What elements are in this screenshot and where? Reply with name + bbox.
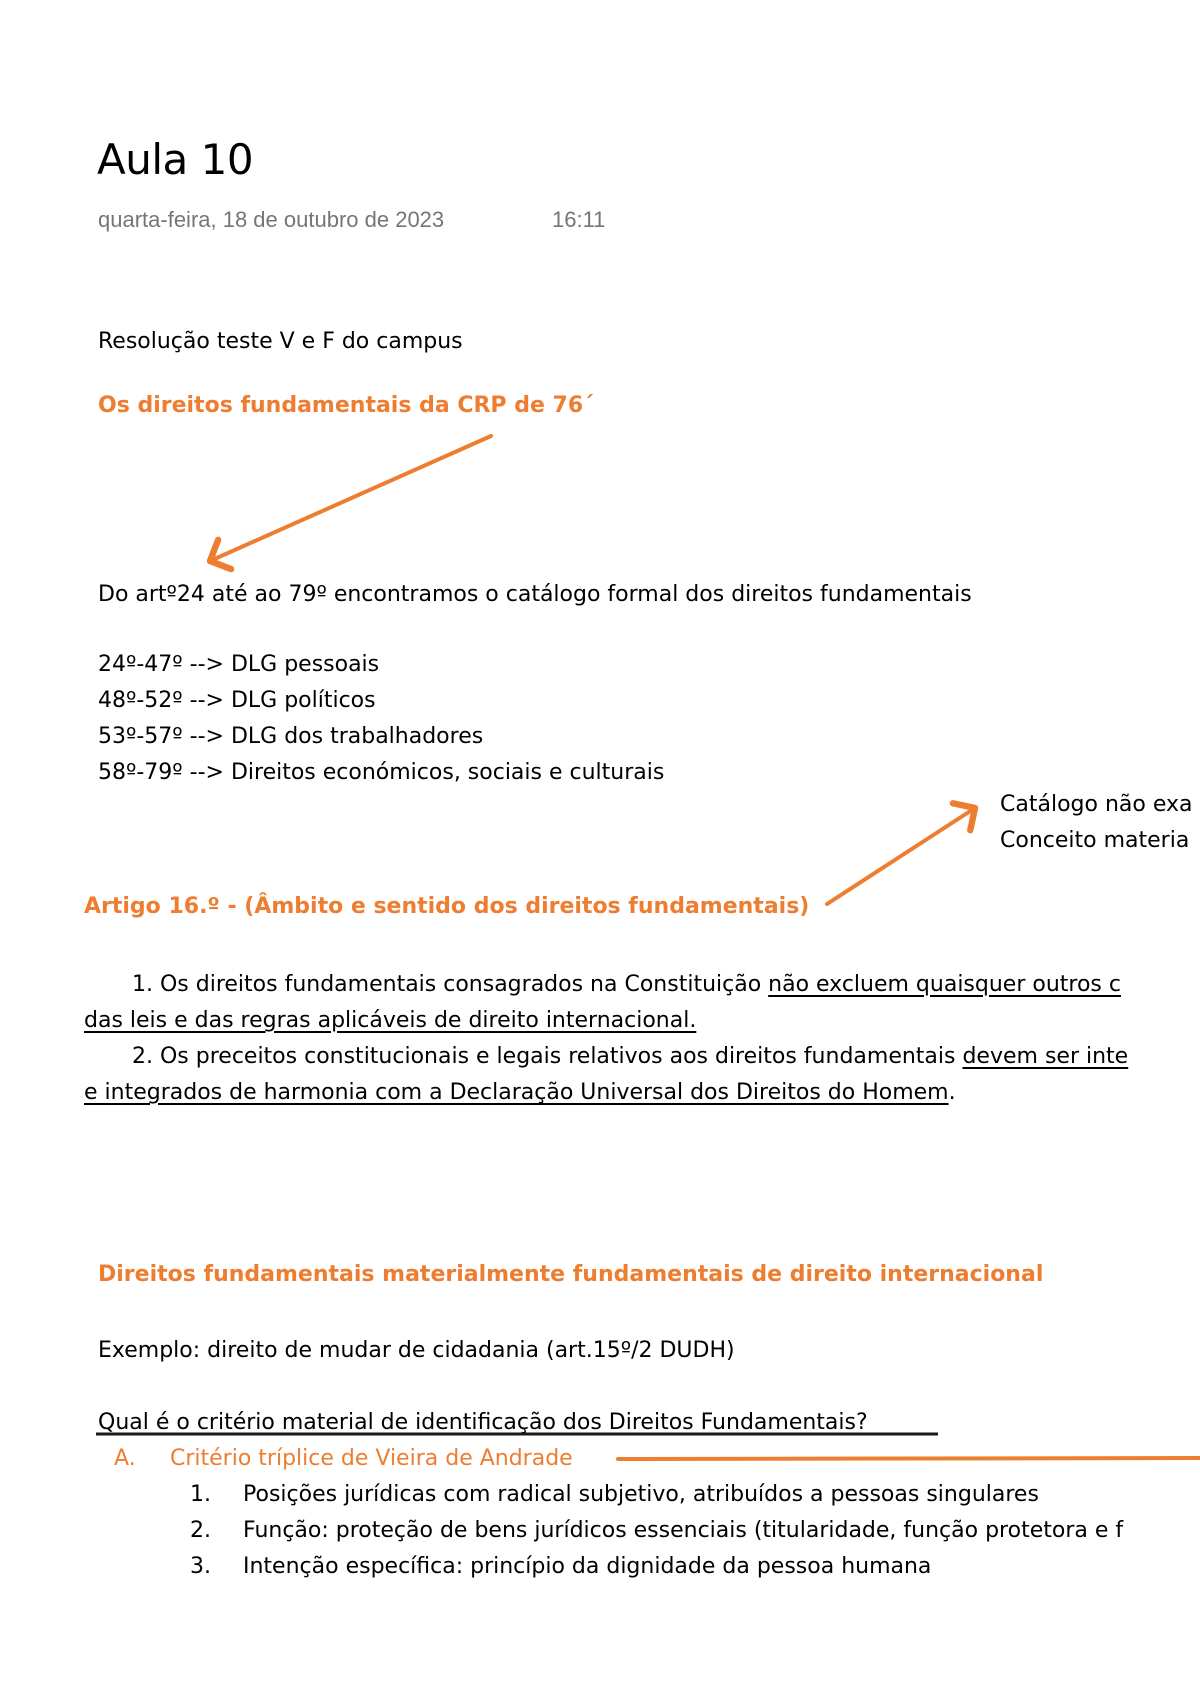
catalog-sentence: Do artº24 até ao 79º encontramos o catálogo formal dos direitos fundamentais bbox=[98, 582, 972, 607]
side-note-line: Catálogo não exa bbox=[1000, 792, 1193, 817]
page-time: 16:11 bbox=[552, 207, 606, 232]
article-16-paragraph-2 bbox=[132, 1039, 1128, 1075]
criterion-item-text: Intenção específica: princípio da dignidade da pessoa humana bbox=[243, 1554, 932, 1579]
criterion-item-number: 1. bbox=[190, 1482, 211, 1507]
criterion-question: Qual é o critério material de identificação dos Direitos Fundamentais? bbox=[98, 1410, 868, 1435]
paragraph-text: . bbox=[948, 1080, 956, 1105]
paragraph-text: 1. Os direitos fundamentais consagrados na Constituição bbox=[132, 972, 769, 997]
criterion-item-text: Posições jurídicas com radical subjetivo, atribuídos a pessoas singulares bbox=[243, 1482, 1039, 1507]
intro-text: Resolução teste V e F do campus bbox=[98, 329, 463, 354]
example-text: Exemplo: direito de mudar de cidadania (art.15º/2 DUDH) bbox=[98, 1338, 735, 1363]
range-item: 24º-47º --> DLG pessoais bbox=[98, 652, 380, 677]
range-item: 48º-52º --> DLG políticos bbox=[98, 688, 376, 713]
range-item: 53º-57º --> DLG dos trabalhadores bbox=[98, 724, 484, 749]
page-title: Aula 10 bbox=[97, 135, 254, 184]
underlined-text: devem ser inte bbox=[962, 1044, 1129, 1069]
article-16-paragraph-1-cont bbox=[84, 1003, 696, 1039]
underlined-text: das leis e das regras aplicáveis de direito internacional. bbox=[84, 1008, 697, 1033]
underlined-text: e integrados de harmonia com a Declaração Universal dos Direitos do Homem bbox=[84, 1080, 949, 1105]
arrow-to-side-note bbox=[827, 808, 975, 904]
article-16-paragraph-1 bbox=[132, 967, 1121, 1003]
section-heading-crp: Os direitos fundamentais da CRP de 76´ bbox=[98, 393, 595, 418]
criterion-item-text: Função: proteção de bens jurídicos essenciais (titularidade, função protetora e f bbox=[243, 1518, 1124, 1543]
arrow-to-catalog bbox=[210, 436, 491, 561]
page-date: quarta-feira, 18 de outubro de 2023 bbox=[98, 207, 445, 232]
article-16-heading: Artigo 16.º - (Âmbito e sentido dos direitos fundamentais) bbox=[84, 894, 810, 919]
criterion-label: Critério tríplice de Vieira de Andrade bbox=[170, 1446, 573, 1471]
criterion-item-number: 3. bbox=[190, 1554, 211, 1579]
criterion-item-number: 2. bbox=[190, 1518, 211, 1543]
article-16-paragraph-2-cont bbox=[84, 1075, 956, 1111]
underlined-text: não excluem quaisquer outros c bbox=[768, 972, 1121, 997]
paragraph-text: 2. Os preceitos constitucionais e legais relativos aos direitos fundamentais bbox=[132, 1044, 963, 1069]
side-note-line: Conceito materia bbox=[1000, 828, 1190, 853]
section-heading-international: Direitos fundamentais materialmente fundamentais de direito internacional bbox=[98, 1262, 1044, 1287]
criterion-connector-line bbox=[618, 1458, 1200, 1459]
range-item: 58º-79º --> Direitos económicos, sociais e culturais bbox=[98, 760, 665, 785]
criterion-marker: A. bbox=[114, 1446, 136, 1471]
